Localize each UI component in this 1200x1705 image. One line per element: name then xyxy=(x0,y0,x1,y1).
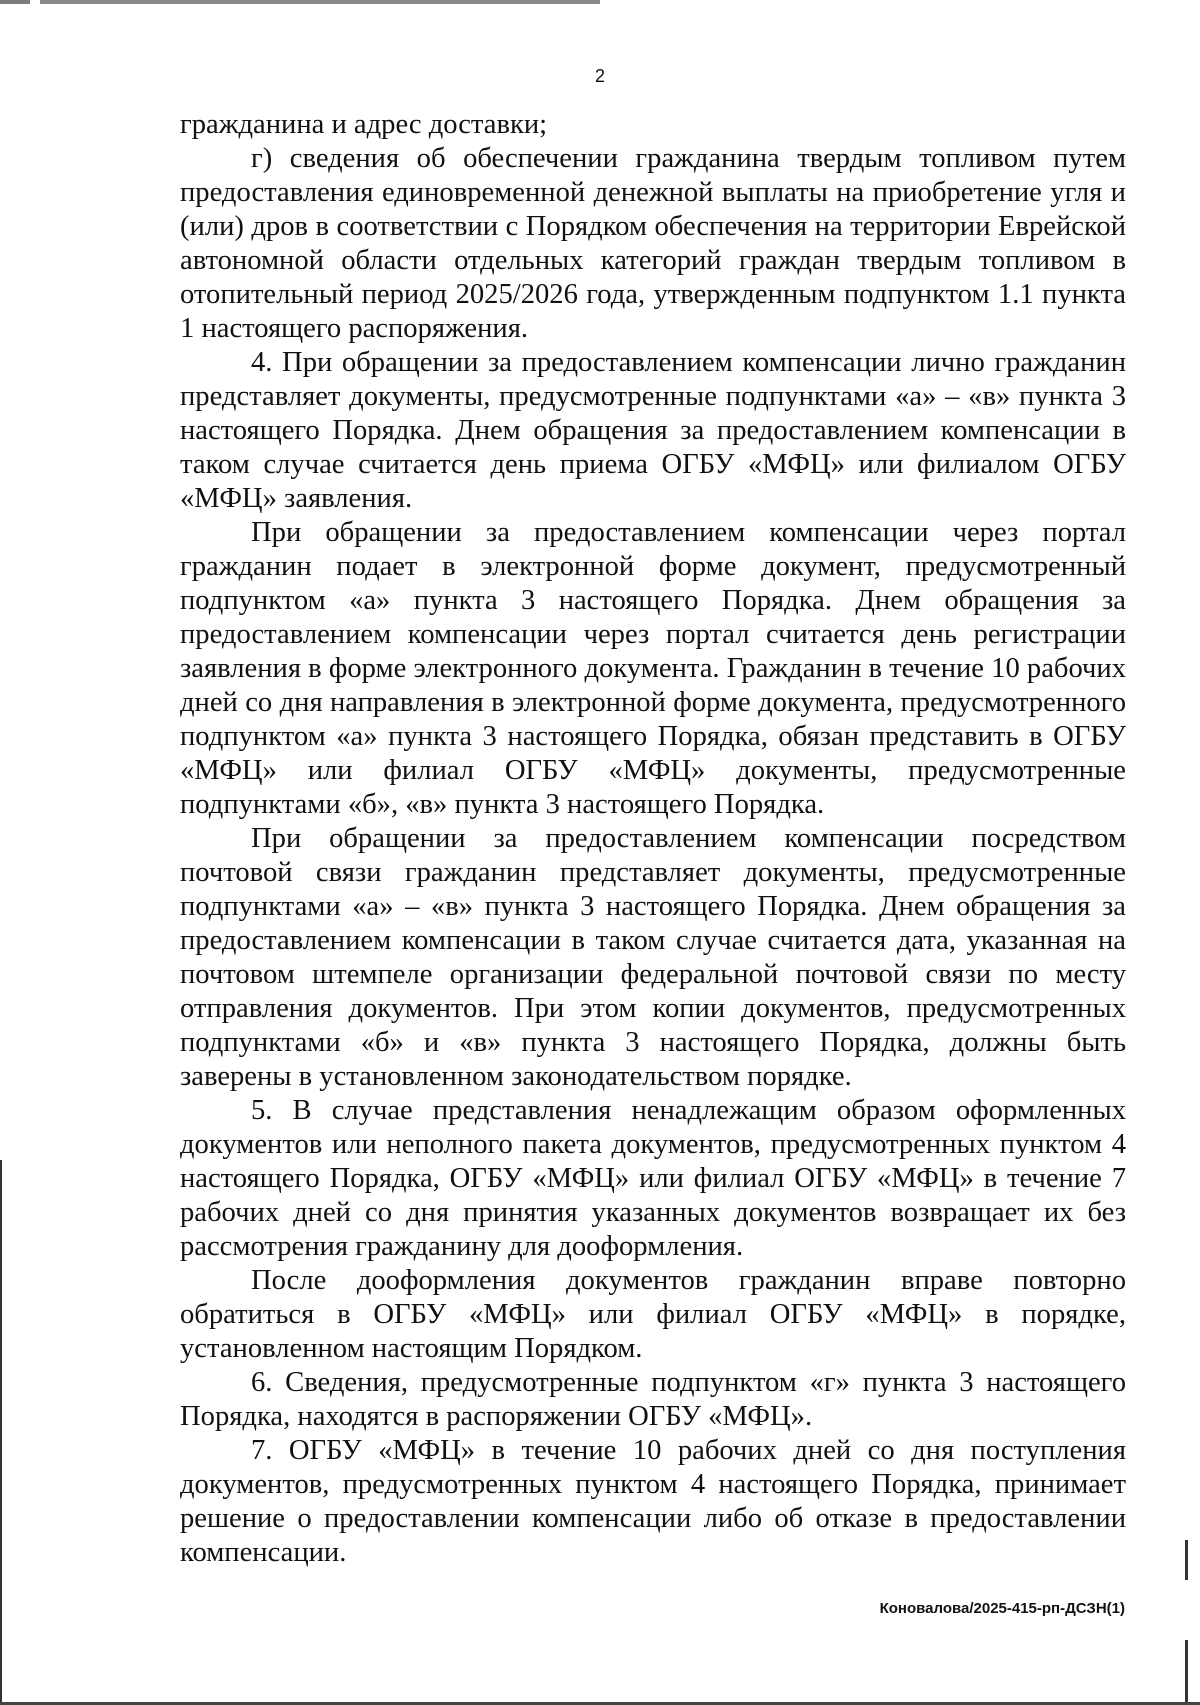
page-number: 2 xyxy=(594,66,605,86)
scan-edge-right xyxy=(1185,1440,1188,1705)
paragraph-continuation: гражданина и адрес доставки; xyxy=(180,109,548,140)
paragraph-item-4: 4. При обращении за предоставлением компенсации лично гражданин представляет документы, предусмотренные подпунктами «а» – «в» пункта 3 настоящего Порядка. Днем обращения за предоставлением компенсации в таком случае считается день приема ОГБУ «МФЦ» или филиалом ОГБУ «МФЦ» заявления. xyxy=(180,347,1126,514)
paragraph-postal: При обращении за предоставлением компенсации посредством почтовой связи гражданин представляет документы, предусмотренные подпунктами «а» – «в» пункта 3 настоящего Порядка. Днем обращения за предоставлением компенсации в таком случае считается дата, указанная на почтовом штемпеле организации федеральной почтовой связи по месту отправления документов. При этом копии документов, предусмотренных подпунктами «б» и «в» пункта 3 настоящего Порядка, должны быть заверены в установленном законодательством порядке. xyxy=(180,823,1126,1092)
document-body xyxy=(180,108,1126,1570)
paragraph-portal: При обращении за предоставлением компенсации через портал гражданин подает в электронной форме документ, предусмотренный подпунктом «а» пункта 3 настоящего Порядка. Днем обращения за предоставлением компенсации через портал считается день регистрации заявления в форме электронного документа. Гражданин в течение 10 рабочих дней со дня направления в электронной форме документа, предусмотренного подпунктом «а» пункта 3 настоящего Порядка, обязан представить в ОГБУ «МФЦ» или филиал ОГБУ «МФЦ» документы, предусмотренные подпунктами «б», «в» пункта 3 настоящего Порядка. xyxy=(180,517,1126,820)
scan-edge-top xyxy=(0,0,640,4)
scan-edge-left xyxy=(0,1160,2,1705)
paragraph-item-6: 6. Сведения, предусмотренные подпунктом «г» пункта 3 настоящего Порядка, находятся в распоряжении ОГБУ «МФЦ». xyxy=(180,1367,1126,1432)
footer-document-code: Коновалова/2025-415-рп-ДСЗН(1) xyxy=(879,1600,1125,1617)
paragraph-item-5: 5. В случае представления ненадлежащим образом оформленных документов или неполного пакета документов, предусмотренных пунктом 4 настоящего Порядка, ОГБУ «МФЦ» или филиал ОГБУ «МФЦ» в течение 7 рабочих дней со дня принятия указанных документов возвращает их без рассмотрения гражданину для дооформления. xyxy=(180,1095,1126,1262)
paragraph-item-7: 7. ОГБУ «МФЦ» в течение 10 рабочих дней со дня поступления документов, предусмотренных пунктом 4 настоящего Порядка, принимает решение о предоставлении компенсации либо об отказе в предоставлении компенсации. xyxy=(180,1435,1126,1568)
paragraph-reapply: После дооформления документов гражданин вправе повторно обратиться в ОГБУ «МФЦ» или филиал ОГБУ «МФЦ» в порядке, установленном настоящим Порядком. xyxy=(180,1265,1126,1364)
paragraph-subitem-g: г) сведения об обеспечении гражданина твердым топливом путем предоставления единовременной денежной выплаты на приобретение угля и (или) дров в соответствии с Порядком обеспечения на территории Еврейской автономной области отдельных категорий граждан твердым топливом в отопительный период 2025/2026 года, утвержденным подпунктом 1.1 пункта 1 настоящего распоряжения. xyxy=(180,143,1126,344)
